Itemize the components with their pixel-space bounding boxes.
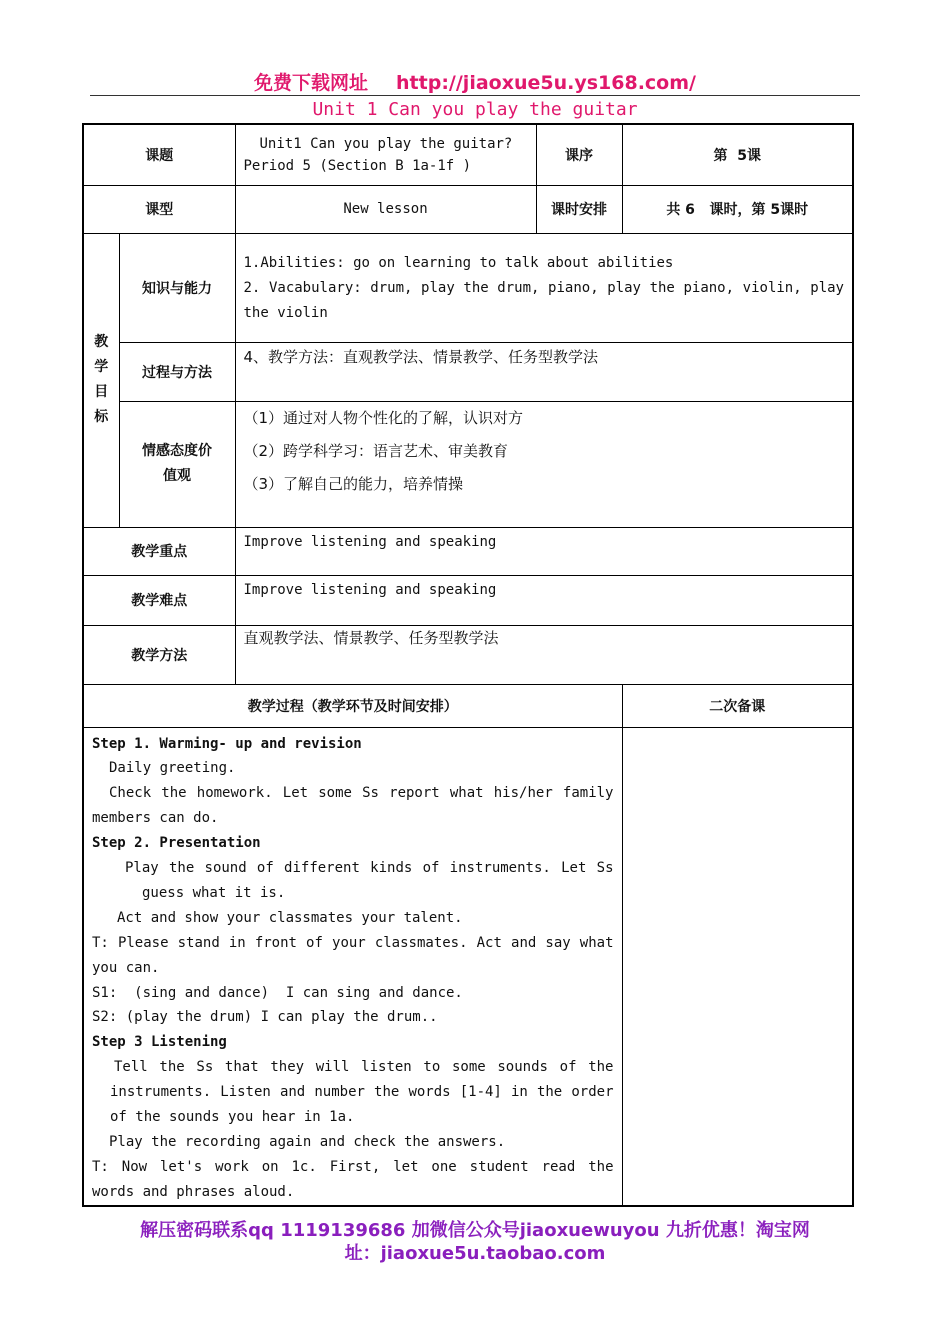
process-line: Act and show your classmates your talent. bbox=[117, 909, 463, 926]
emotion-line: （2）跨学科学习：语言艺术、审美教育 bbox=[243, 441, 509, 460]
process-line: instruments. Listen and number the words [1-4] in the order bbox=[110, 1084, 614, 1101]
emotion-line: （3）了解自己的能力，培养情操 bbox=[243, 474, 464, 493]
order-label: 课序 bbox=[536, 124, 622, 185]
process-line: of the sounds you hear in 1a. bbox=[110, 1109, 355, 1126]
topic-line-2: Period 5 (Section B 1a-1f ) bbox=[243, 157, 472, 174]
second-prep-header: 二次备课 bbox=[622, 684, 853, 727]
schedule-label: 课时安排 bbox=[536, 185, 622, 233]
header-divider bbox=[90, 95, 860, 96]
process-line: Step 2. Presentation bbox=[92, 835, 261, 852]
knowledge-value bbox=[235, 233, 853, 342]
knowledge-line: 1.Abilities: go on learning to talk about abilities bbox=[243, 254, 674, 271]
process-line: Play the sound of different kinds of instruments. Let Ss bbox=[125, 860, 614, 877]
difficulty-label: 教学难点 bbox=[83, 575, 235, 625]
order-value: 第 5课 bbox=[622, 124, 853, 185]
focus-label: 教学重点 bbox=[83, 527, 235, 575]
emotion-value bbox=[235, 401, 853, 527]
process-line: S1: (sing and dance) I can sing and dance. bbox=[92, 984, 463, 1001]
footer-line-2[interactable]: 址：jiaoxue5u.taobao.com bbox=[344, 1243, 606, 1264]
objectives-char: 标 bbox=[94, 409, 109, 425]
topic-label: 课题 bbox=[83, 124, 235, 185]
emotion-line: （1）通过对人物个性化的了解，认识对方 bbox=[243, 408, 524, 427]
emotion-label-line: 情感态度价 bbox=[142, 443, 212, 459]
process-line: words and phrases aloud. bbox=[92, 1183, 295, 1200]
knowledge-label: 知识与能力 bbox=[119, 233, 235, 342]
process-line: Step 3 Listening bbox=[92, 1034, 227, 1051]
footer-line-1: 解压密码联系qq 1119139686 加微信公众号jiaoxuewuyou 九折优惠！淘宝网 bbox=[140, 1220, 810, 1241]
objectives-char: 学 bbox=[94, 359, 109, 375]
knowledge-line: the violin bbox=[243, 304, 328, 321]
process-line: members can do. bbox=[92, 810, 219, 827]
download-url-link[interactable]: http://jiaoxue5u.ys168.com/ bbox=[396, 72, 696, 94]
free-download-label: 免费下载网址 bbox=[254, 72, 369, 94]
process-line: Play the recording again and check the answers. bbox=[109, 1134, 506, 1150]
objectives-char: 目 bbox=[94, 384, 109, 400]
focus-value: Improve listening and speaking bbox=[235, 527, 853, 575]
method-label: 教学方法 bbox=[83, 625, 235, 684]
objectives-label bbox=[83, 233, 119, 527]
difficulty-value: Improve listening and speaking bbox=[235, 575, 853, 625]
unit-title: Unit 1 Can you play the guitar bbox=[312, 99, 638, 120]
process-line: you can. bbox=[92, 959, 160, 976]
process-line: Step 1. Warming- up and revision bbox=[92, 735, 362, 752]
process-content bbox=[83, 727, 622, 1206]
process-header: 教学过程（教学环节及时间安排） bbox=[83, 684, 622, 727]
type-label: 课型 bbox=[83, 185, 235, 233]
method-value: 直观教学法、情景教学、任务型教学法 bbox=[235, 625, 853, 684]
process-line: guess what it is. bbox=[142, 884, 286, 901]
second-prep-content bbox=[622, 727, 853, 1206]
objectives-char: 教 bbox=[94, 334, 109, 350]
process-line: Tell the Ss that they will listen to some sounds of the bbox=[114, 1059, 614, 1076]
process-method-label: 过程与方法 bbox=[119, 342, 235, 401]
emotion-label-line: 值观 bbox=[163, 468, 191, 484]
process-line: T: Please stand in front of your classmates. Act and say what bbox=[92, 934, 614, 951]
process-line: T: Now let's work on 1c. First, let one student read the bbox=[92, 1158, 614, 1175]
process-line: S2: (play the drum) I can play the drum.. bbox=[92, 1009, 438, 1026]
process-line: Daily greeting. bbox=[109, 760, 236, 777]
type-value: New lesson bbox=[235, 185, 536, 233]
topic-line-1: Unit1 Can you play the guitar? bbox=[259, 135, 513, 152]
process-line: Check the homework. Let some Ss report what his/her family bbox=[109, 785, 614, 802]
page-header bbox=[0, 68, 950, 95]
topic-value bbox=[235, 124, 536, 185]
process-method-value: 4、教学方法：直观教学法、情景教学、任务型教学法 bbox=[235, 342, 853, 401]
emotion-label bbox=[119, 401, 235, 527]
lesson-plan-table bbox=[82, 123, 854, 1207]
schedule-value: 共 6 课时，第 5课时 bbox=[622, 185, 853, 233]
knowledge-line: 2. Vacabulary: drum, play the drum, piano, play the piano, violin, play bbox=[243, 279, 844, 296]
